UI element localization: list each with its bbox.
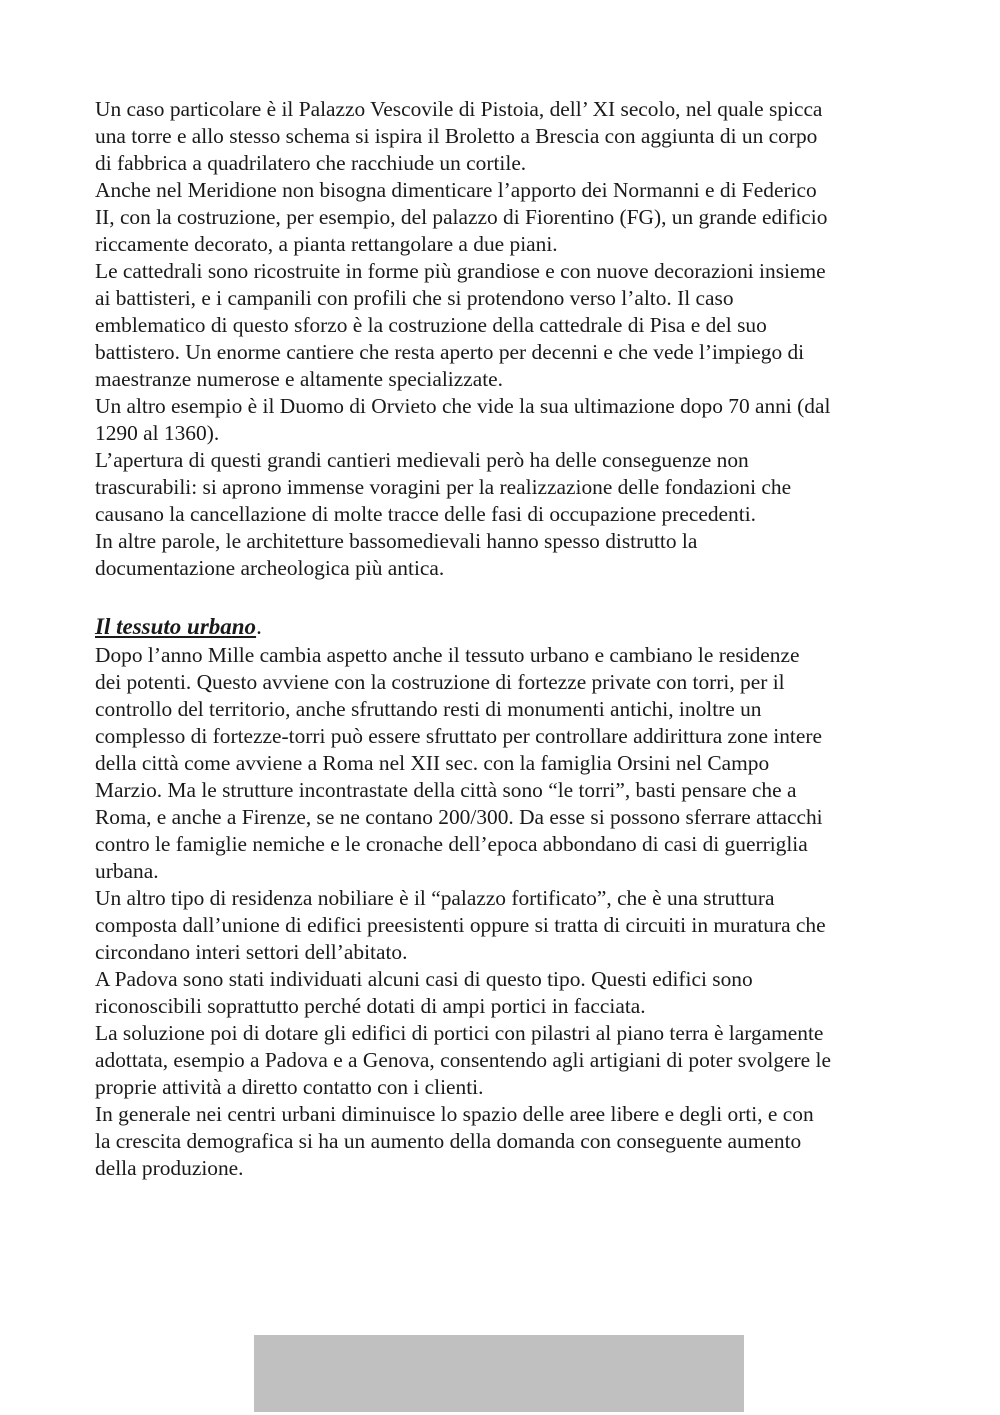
text-block-bottom (95, 642, 925, 1182)
paragraph-line: riccamente decorato, a pianta rettangolare a due piani. (95, 232, 558, 256)
paragraph-line: II, con la costruzione, per esempio, del palazzo di Fiorentino (FG), un grande edificio (95, 205, 828, 229)
paragraph-line: maestranze numerose e altamente specializzate. (95, 367, 503, 391)
paragraph-line: adottata, esempio a Padova e a Genova, consentendo agli artigiani di poter svolgere le (95, 1048, 831, 1072)
paragraph-line: Un altro esempio è il Duomo di Orvieto che vide la sua ultimazione dopo 70 anni (dal (95, 394, 831, 418)
paragraph-line: L’apertura di questi grandi cantieri medievali però ha delle conseguenze non (95, 448, 749, 472)
text-block-top (95, 96, 925, 582)
paragraph-line: di fabbrica a quadrilatero che racchiude un cortile. (95, 151, 527, 175)
paragraph-line: circondano interi settori dell’abitato. (95, 940, 408, 964)
paragraph-line: Anche nel Meridione non bisogna dimenticare l’apporto dei Normanni e di Federico (95, 178, 817, 202)
paragraph-line: composta dall’unione di edifici preesistenti oppure si tratta di circuiti in muratura che (95, 913, 826, 937)
paragraph-line: dei potenti. Questo avviene con la costruzione di fortezze private con torri, per il (95, 670, 785, 694)
paragraph-line: riconoscibili soprattutto perché dotati di ampi portici in facciata. (95, 994, 646, 1018)
paragraph-line: Le cattedrali sono ricostruite in forme più grandiose e con nuove decorazioni insieme (95, 259, 826, 283)
paragraph-line: la crescita demografica si ha un aumento della domanda con conseguente aumento (95, 1129, 802, 1153)
paragraph-line: Un caso particolare è il Palazzo Vescovile di Pistoia, dell’ XI secolo, nel quale spicca (95, 97, 823, 121)
paragraph-line: contro le famiglie nemiche e le cronache dell’epoca abbondano di casi di guerriglia (95, 832, 808, 856)
paragraph-line: Un altro tipo di residenza nobiliare è il “palazzo fortificato”, che è una struttura (95, 886, 775, 910)
section-heading (95, 613, 262, 641)
paragraph-line: In generale nei centri urbani diminuisce lo spazio delle aree libere e degli orti, e con (95, 1102, 814, 1126)
paragraph-line: Roma, e anche a Firenze, se ne contano 200/300. Da esse si possono sferrare attacchi (95, 805, 823, 829)
paragraph-line: ai battisteri, e i campanili con profili che si protendono verso l’alto. Il caso (95, 286, 734, 310)
paragraph-line: 1290 al 1360). (95, 421, 220, 445)
paragraph-line: trascurabili: si aprono immense voragini per la realizzazione delle fondazioni che (95, 475, 792, 499)
paragraph-line: una torre e allo stesso schema si ispira il Broletto a Brescia con aggiunta di un corpo (95, 124, 818, 148)
footer-placeholder-box (254, 1335, 744, 1412)
section-heading-title: Il tessuto urbano (95, 614, 257, 639)
section-heading-period: . (256, 614, 262, 639)
paragraph-line: causano la cancellazione di molte tracce delle fasi di occupazione precedenti. (95, 502, 756, 526)
paragraph-line: complesso di fortezze-torri può essere sfruttato per controllare addirittura zone intere (95, 724, 822, 748)
paragraph-line: A Padova sono stati individuati alcuni casi di questo tipo. Questi edifici sono (95, 967, 753, 991)
paragraph-line: urbana. (95, 859, 159, 883)
paragraph-line: della produzione. (95, 1156, 244, 1180)
paragraph-line: controllo del territorio, anche sfruttando resti di monumenti antichi, inoltre un (95, 697, 762, 721)
paragraph-line: Marzio. Ma le strutture incontrastate della città sono “le torri”, basti pensare che a (95, 778, 797, 802)
paragraph-line: In altre parole, le architetture bassomedievali hanno spesso distrutto la (95, 529, 698, 553)
paragraph-line: battistero. Un enorme cantiere che resta aperto per decenni e che vede l’impiego di (95, 340, 805, 364)
paragraph-line: La soluzione poi di dotare gli edifici di portici con pilastri al piano terra è largamente (95, 1021, 824, 1045)
paragraph-line: della città come avviene a Roma nel XII sec. con la famiglia Orsini nel Campo (95, 751, 770, 775)
paragraph-line: proprie attività a diretto contatto con i clienti. (95, 1075, 484, 1099)
paragraph-line: documentazione archeologica più antica. (95, 556, 445, 580)
paragraph-line: emblematico di questo sforzo è la costruzione della cattedrale di Pisa e del suo (95, 313, 767, 337)
paragraph-line: Dopo l’anno Mille cambia aspetto anche il tessuto urbano e cambiano le residenze (95, 643, 800, 667)
